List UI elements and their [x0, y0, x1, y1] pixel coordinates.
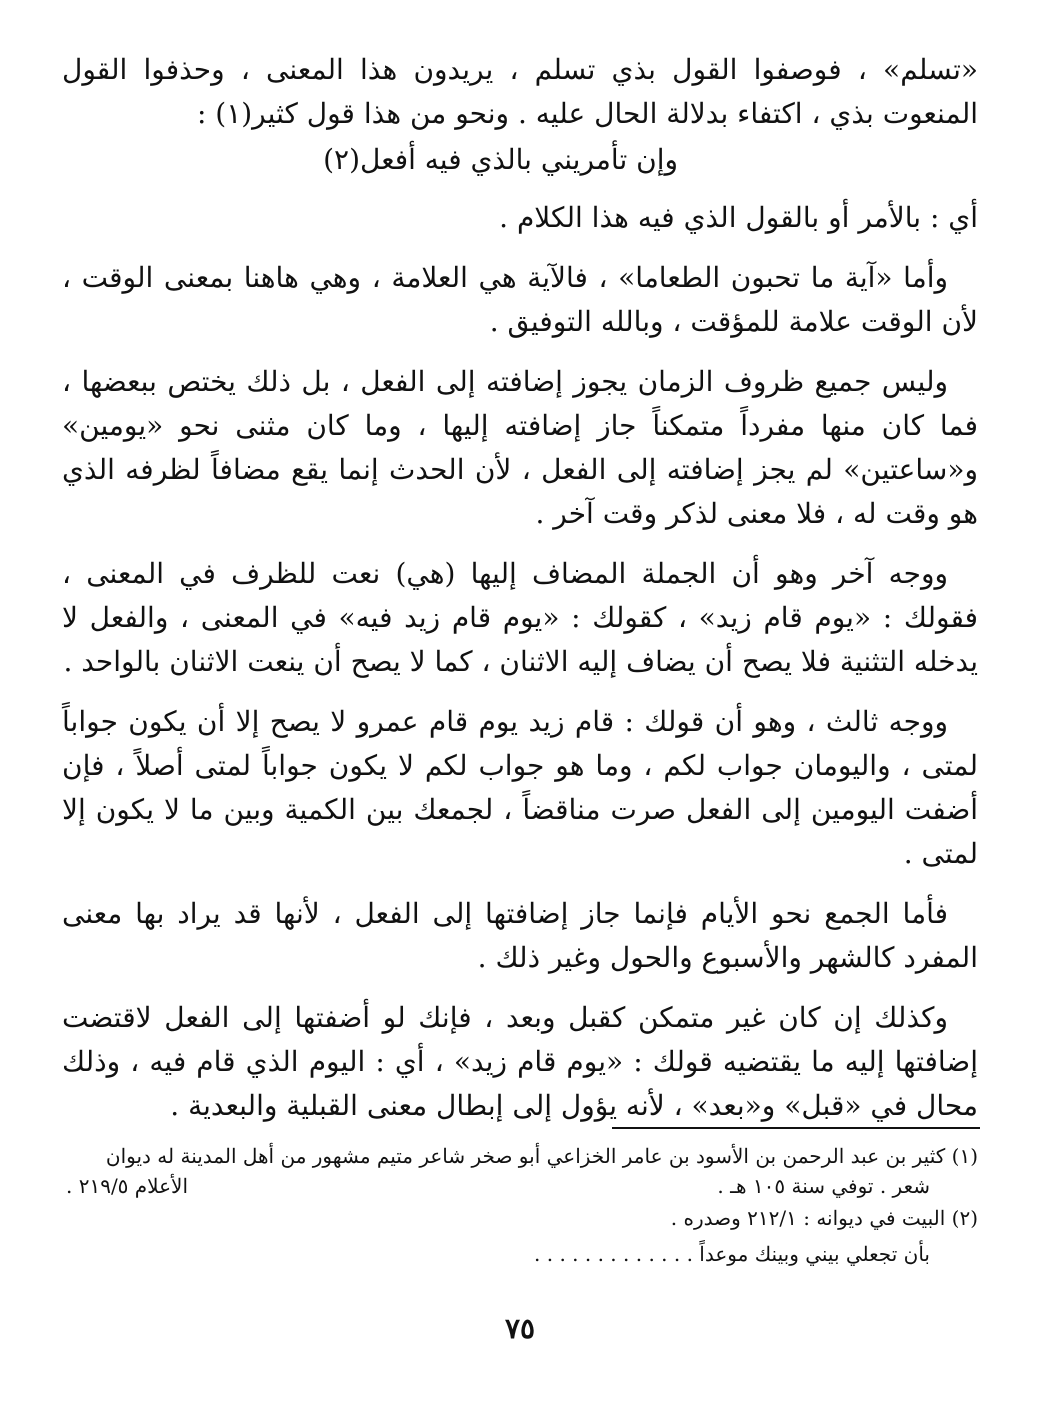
- footnote-1: (١) كثير بن عبد الرحمن بن الأسود بن عامر الخزاعي أبو صخر شاعر متيم مشهور من أهل المدينة له ديوان: [105, 1144, 978, 1168]
- page-number: ٧٥: [504, 1312, 536, 1345]
- paragraph-3: وأما «آية ما تحبون الطعاما» ، فالآية هي العلامة ، وهي هاهنا بمعنى الوقت ، لأن الوقت علامة للمؤقت ، وبالله التوفيق .: [62, 261, 978, 338]
- main-text: [62, 48, 978, 1144]
- footnote-2: (٢) البيت في ديوانه : ٢١٢/١ وصدره .: [670, 1206, 978, 1230]
- paragraph-7: فأما الجمع نحو الأيام فإنما جاز إضافتها إلى الفعل ، لأنها قد يراد بها معنى المفرد كالشهر والأسبوع والحول وغير ذلك .: [62, 897, 978, 974]
- paragraph-2: أي : بالأمر أو بالقول الذي فيه هذا الكلام .: [499, 201, 978, 234]
- paragraph-8: وكذلك إن كان غير متمكن كقبل وبعد ، فإنك لو أضفتها إلى الفعل لاقتضت إضافتها إليه ما يقتضيه قولك : «يوم قام زيد» ، أي : اليوم الذي قام فيه ، وذلك محال في «قبل» و«بعد» ، لأنه يؤول إلى إبطال معنى القبلية والبعدية .: [62, 1001, 978, 1122]
- footnote-2-verse: بأن تجعلي بيني وبينك موعداً . . . . . . . . . . . . .: [534, 1242, 930, 1266]
- footnote-divider: [612, 1127, 980, 1130]
- footnotes: [66, 1141, 978, 1269]
- verse-line: وإن تأمريني بالذي فيه أفعل(٢): [323, 143, 678, 176]
- footnote-1-continuation: [66, 1171, 930, 1201]
- footnote-1-death: شعر . توفي سنة ١٠٥ هـ .: [717, 1174, 930, 1198]
- footnote-1-reference: الأعلام ٢١٩/٥ .: [66, 1174, 189, 1198]
- paragraph-1: «تسلم» ، فوصفوا القول بذي تسلم ، يريدون هذا المعنى ، وحذفوا القول المنعوت بذي ، اكتفاء بدلالة الحال عليه . ونحو من هذا قول كثير(١) :: [62, 53, 978, 130]
- paragraph-4: وليس جميع ظروف الزمان يجوز إضافته إلى الفعل ، بل ذلك يختص ببعضها ، فما كان منها مفرداً متمكناً جاز إضافته إليها ، وما كان مثنى نحو «يومين» و«ساعتين» لم يجز إضافته إلى الفعل ، لأن الحدث إنما يقع مضافاً لظرفه الذي هو وقت له ، فلا معنى لذكر وقت آخر .: [62, 365, 978, 530]
- paragraph-5: ووجه آخر وهو أن الجملة المضاف إليها (هي) نعت للظرف في المعنى ، فقولك : «يوم قام زيد» ، كقولك : «يوم قام زيد فيه» في المعنى ، والفعل لا يدخله التثنية فلا يصح أن يضاف إليه الاثنان ، كما لا يصح أن ينعت الاثنان بالواحد .: [62, 557, 978, 678]
- paragraph-6: ووجه ثالث ، وهو أن قولك : قام زيد يوم قام عمرو لا يصح إلا أن يكون جواباً لمتى ، واليومان جواب لكم ، وما هو جواب لكم لا يكون جواباً لمتى أصلاً ، فإن أضفت اليومين إلى الفعل صرت مناقضاً ، لجمعك بين الكمية وبين ما لا يكون إلا لمتى .: [62, 705, 979, 870]
